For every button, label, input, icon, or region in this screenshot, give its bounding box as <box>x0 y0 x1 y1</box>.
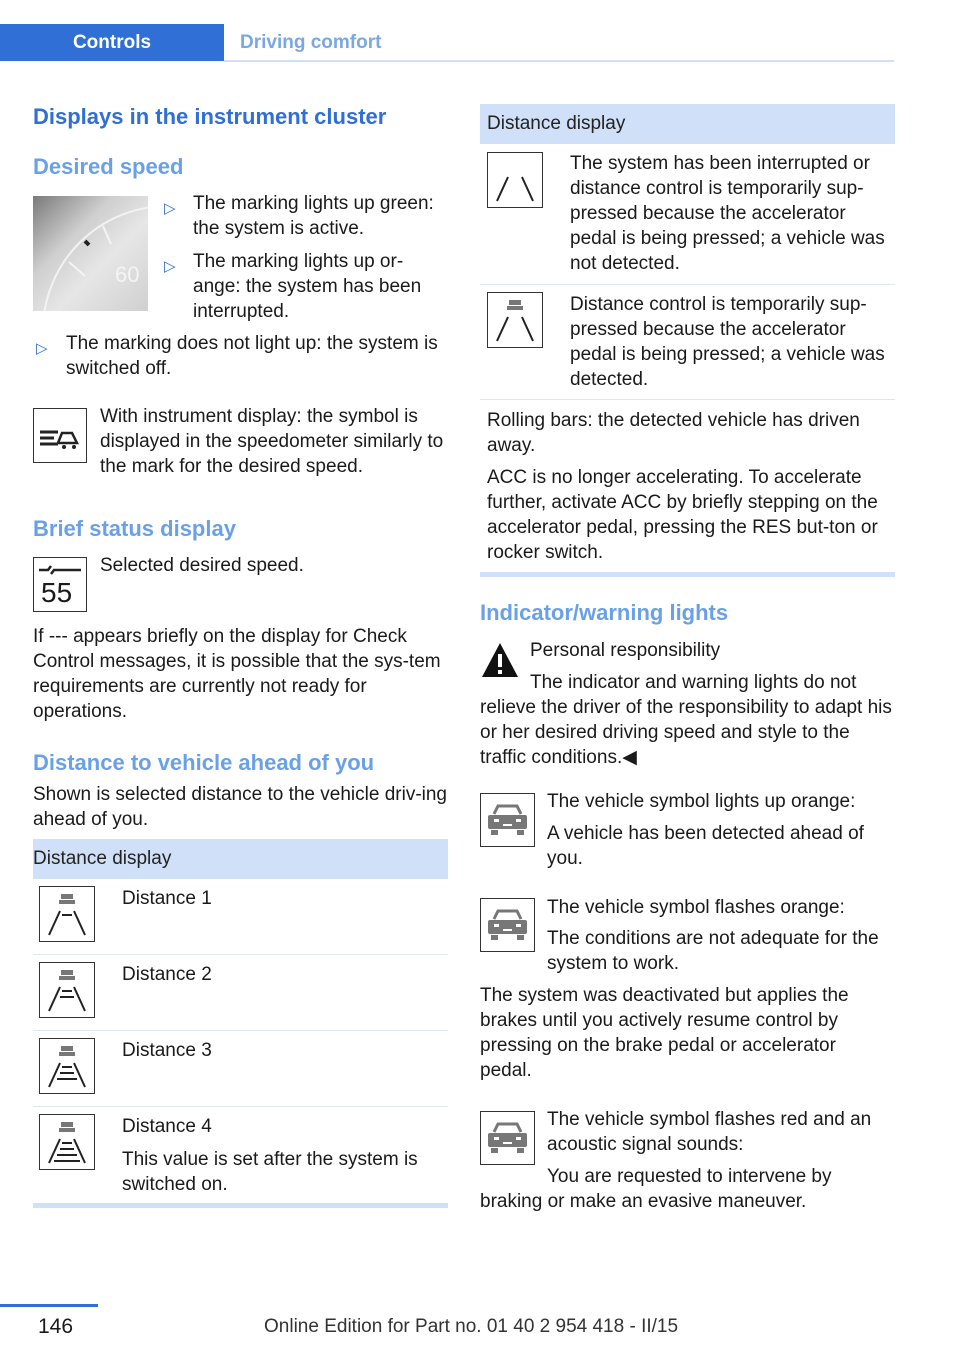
speedometer-image <box>33 196 148 311</box>
vehicle-orange-icon <box>480 793 535 847</box>
section-title: Displays in the instrument cluster <box>33 104 387 129</box>
rolling-bars-text: Rolling bars: the detected vehicle has driven away. <box>487 410 860 456</box>
distance-3-label: Distance 3 <box>122 1040 212 1061</box>
footer-rule <box>0 1304 98 1307</box>
indicator-heading: Indicator/warning lights <box>480 600 729 625</box>
page-number: 146 <box>38 1315 74 1338</box>
bullet-triangle-icon: ▷ <box>36 340 48 357</box>
bullet-text-3: The marking does not light up: the system is switched off. <box>66 333 438 379</box>
distance-2-label: Distance 2 <box>122 964 212 985</box>
suppressed-vehicle-icon <box>487 292 543 348</box>
warning-title: Personal responsibility <box>530 640 721 661</box>
brief-status-text: Selected desired speed. <box>100 555 304 576</box>
table-end-bar <box>33 1203 448 1208</box>
bullet-text-2: The marking lights up or‐ange: the system has been interrupted. <box>193 251 422 322</box>
row-divider <box>480 284 895 285</box>
vehicle-red-icon <box>480 1111 535 1165</box>
vehicle-flash-orange-icon <box>480 898 535 952</box>
orange-line2: A vehicle has been detected ahead of you. <box>547 823 864 869</box>
flash-orange-line2: The conditions are not adequate for the system to work. <box>547 928 879 974</box>
distance-heading: Distance to vehicle ahead of you <box>33 750 375 775</box>
right-table-header-label: Distance display <box>487 113 626 134</box>
deactivated-text: The system was deactivated but applies the brakes until you actively resume control by pressing on the brake pedal or accelerator pedal. <box>480 985 849 1081</box>
acc-symbol-icon <box>33 408 87 463</box>
distance-4-icon <box>39 1114 95 1170</box>
bullet-triangle-icon: ▷ <box>164 200 176 217</box>
brief-status-paragraph: If --- appears briefly on the display for Check Control messages, it is possible that the sys‐tem requirements are currently not ready for operations. <box>33 626 441 722</box>
red-line1: The vehicle symbol flashes red and an acoustic signal sounds: <box>547 1109 872 1155</box>
speedo-label: 60 <box>115 262 140 287</box>
speed-55-label: 55 <box>41 577 73 608</box>
brief-status-heading: Brief status display <box>33 516 236 541</box>
distance-1-label: Distance 1 <box>122 888 212 909</box>
bullet-triangle-icon: ▷ <box>164 258 176 275</box>
red-line2: You are requested to intervene by braking or make an evasive maneuver. <box>480 1166 832 1212</box>
suppressed-text: Distance control is temporarily sup‐pressed because the accelerator pedal is being pressed; a vehicle was detected. <box>570 294 885 390</box>
distance-4-label: Distance 4 <box>122 1116 212 1137</box>
distance-3-icon <box>39 1038 95 1094</box>
distance-intro: Shown is selected distance to the vehicle driv‐ing ahead of you. <box>33 784 448 830</box>
bullet-text-1: The marking lights up green: the system is active. <box>193 193 434 239</box>
desired-speed-heading: Desired speed <box>33 154 184 179</box>
distance-table-header <box>33 839 448 879</box>
warning-text: The indicator and warning lights do not relieve the driver of the responsibility to adapt his or her desired driving speed and style to the traffic conditions.◀ <box>480 672 892 768</box>
distance-2-icon <box>39 962 95 1018</box>
tab-controls[interactable]: Controls <box>0 24 224 61</box>
speed-55-icon <box>33 557 87 612</box>
orange-line1: The vehicle symbol lights up orange: <box>547 791 856 812</box>
tab-driving-comfort[interactable]: Driving comfort <box>240 32 382 53</box>
flash-orange-line1: The vehicle symbol flashes orange: <box>547 897 845 918</box>
row-divider <box>33 1030 448 1031</box>
row-divider <box>33 954 448 955</box>
header-rule <box>224 60 894 62</box>
interrupted-text: The system has been interrupted or distance control is temporarily sup‐pressed because the accelerator pedal is being pressed; a vehicle was not detected. <box>570 153 885 274</box>
row-divider <box>33 1106 448 1107</box>
distance-1-icon <box>39 886 95 942</box>
right-table-header <box>480 104 895 144</box>
distance-table-header-label: Distance display <box>33 848 172 869</box>
table-end-bar <box>480 572 895 577</box>
footer-edition: Online Edition for Part no. 01 40 2 954 418 - II/15 <box>264 1316 679 1337</box>
interrupted-no-vehicle-icon <box>487 152 543 208</box>
row-divider <box>480 399 895 400</box>
instrument-display-text: With instrument display: the symbol is displayed in the speedometer similarly to the mark for the desired speed. <box>100 406 444 477</box>
distance-4-note: This value is set after the system is switched on. <box>122 1149 418 1195</box>
acc-accelerate-text: ACC is no longer accelerating. To accelerate further, activate ACC by briefly stepping on the accelerator pedal, pressing the RES but‐ton or rocker switch. <box>487 467 878 563</box>
